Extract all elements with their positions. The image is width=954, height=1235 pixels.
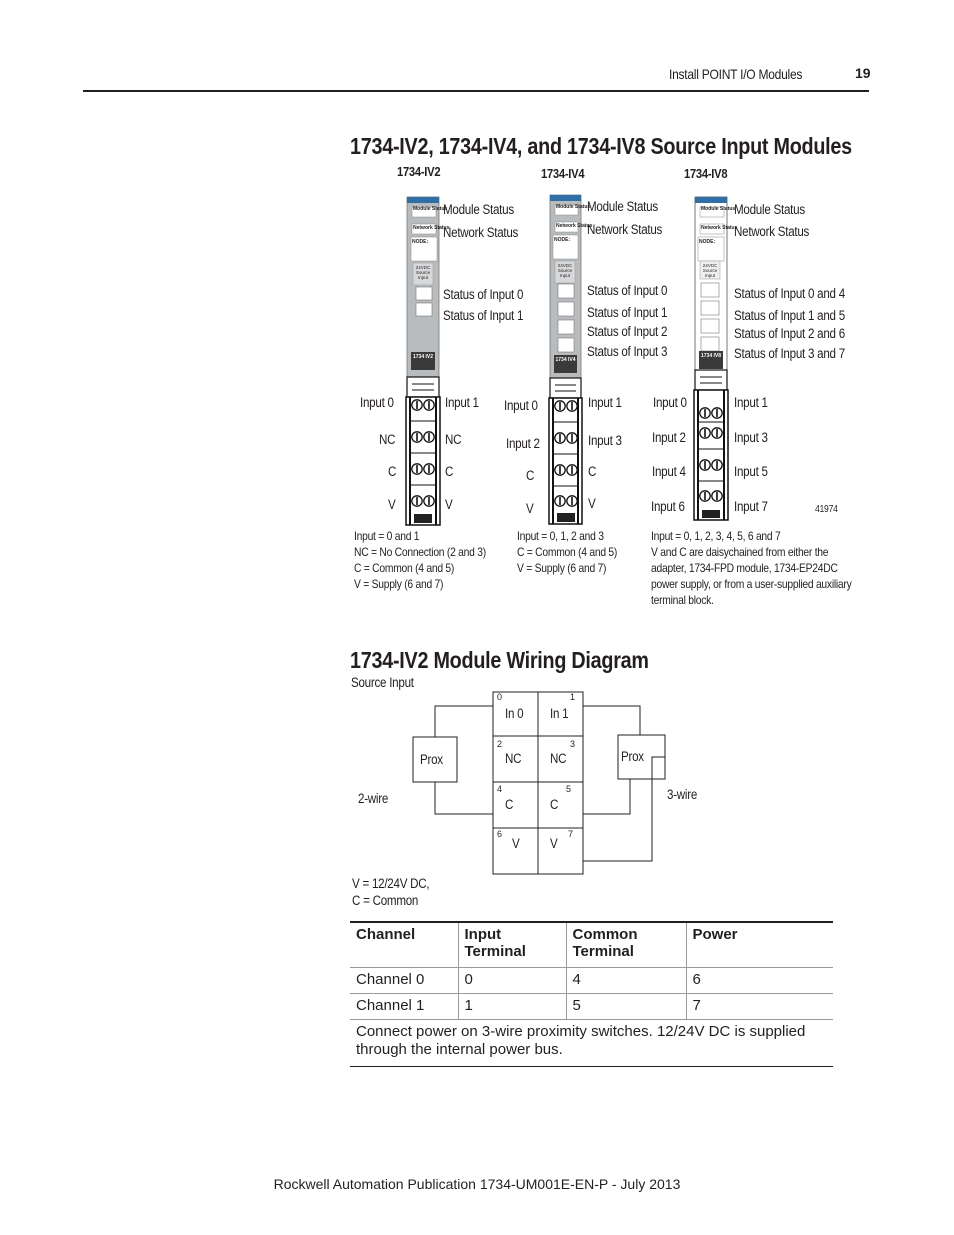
iv8-note: V and C are daisychained from either the [651,545,829,559]
iv2-right-label: V [445,497,453,512]
iv8-note: terminal block. [651,593,714,607]
figure-id: 41974 [815,504,838,515]
iv8-note: power supply, or from a user-supplied auxiliary [651,577,852,591]
iv2-right-label: Input 1 [445,395,479,410]
iv4-left-label: V [526,501,534,516]
iv8-face-tag: 1734 IV8 [700,353,722,359]
terminal-number: 7 [568,829,574,839]
iv8-callout-input-0-4: Status of Input 0 and 4 [734,286,845,301]
iv8-callout-input-1-5: Status of Input 1 and 5 [734,308,845,323]
table-cell: 4 [566,968,686,994]
module-name-iv8: 1734-IV8 [684,166,728,181]
iv2-face-tag: 1734 IV2 [412,354,434,360]
section-title-modules: 1734-IV2, 1734-IV4, and 1734-IV8 Source Input Modules [350,133,852,159]
iv8-face-network-status: Network Status [701,225,738,231]
iv2-note: NC = No Connection (2 and 3) [354,545,486,559]
iv8-right-label: Input 1 [734,395,768,410]
iv2-note: Input = 0 and 1 [354,529,420,543]
iv8-face-desc: 24VDC Source Input [702,263,718,278]
iv4-left-label: Input 0 [504,398,538,413]
table-cell: 6 [686,968,833,994]
module-name-iv4: 1734-IV4 [541,166,585,181]
iv4-callout-input-1: Status of Input 1 [587,305,668,320]
table-cell: Channel 1 [356,997,425,1014]
terminal-label: NC [505,751,522,766]
prox-right-label: Prox [621,749,644,764]
publication-footer: Rockwell Automation Publication 1734-UM001E-EN-P - July 2013 [273,1176,681,1192]
iv4-note: Input = 0, 1, 2 and 3 [517,529,604,543]
iv8-callout-input-3-7: Status of Input 3 and 7 [734,346,845,361]
iv2-left-label: C [388,464,397,479]
three-wire-label: 3-wire [667,787,698,802]
iv2-left-label: Input 0 [360,395,394,410]
table-row [350,968,833,994]
iv2-callout-input-0: Status of Input 0 [443,287,524,302]
terminal-label: C [505,797,514,812]
page-number: 19 [855,65,871,81]
iv4-right-label: C [588,464,597,479]
terminal-number: 5 [566,784,572,794]
wiring-legend-line1: V = 12/24V DC, [352,876,430,891]
iv4-note: C = Common (4 and 5) [517,545,618,559]
iv8-right-label: Input 3 [734,430,768,445]
table-note: Connect power on 3-wire proximity switches. 12/24V DC is supplied through the internal power bus. [356,1023,806,1058]
iv2-right-label: C [445,464,454,479]
iv2-note: C = Common (4 and 5) [354,561,455,575]
table-header: Power [686,922,833,968]
iv4-callout-network-status: Network Status [587,222,663,237]
iv8-right-label: Input 5 [734,464,768,479]
terminal-number: 1 [570,692,576,702]
iv4-face-module-status: Module Status [556,204,591,210]
table-row [350,994,833,1020]
iv2-face-desc: 24VDC Source Input [415,265,431,280]
iv8-right-label: Input 7 [734,499,768,514]
iv2-right-label: NC [445,432,462,447]
iv4-left-label: C [526,468,535,483]
table-header: Input Terminal [458,922,566,968]
iv4-callout-input-2: Status of Input 2 [587,324,668,339]
iv8-face-module-status: Module Status [701,206,736,212]
channel-table [350,921,833,1067]
iv4-right-label: Input 1 [588,395,622,410]
iv8-left-label: Input 4 [652,464,686,479]
table-cell: 7 [686,994,833,1020]
iv4-face-network-status: Network Status [556,223,593,229]
iv4-note: V = Supply (6 and 7) [517,561,607,575]
table-cell: 0 [458,968,566,994]
table-cell: 5 [566,994,686,1020]
wiring-legend-line2: C = Common [352,893,419,908]
two-wire-label: 2-wire [358,791,389,806]
iv2-left-label: V [388,497,396,512]
table-cell: Channel 0 [356,971,425,988]
iv8-left-label: Input 0 [653,395,687,410]
iv2-face-node: NODE: [412,239,429,245]
table-cell: 1 [458,994,566,1020]
iv8-callout-input-2-6: Status of Input 2 and 6 [734,326,845,341]
terminal-label: V [512,836,520,851]
iv2-callout-module-status: Module Status [443,202,514,217]
terminal-label: In 0 [505,706,524,721]
prox-left-label: Prox [420,752,443,767]
iv8-note: Input = 0, 1, 2, 3, 4, 5, 6 and 7 [651,529,781,543]
iv4-left-label: Input 2 [506,436,540,451]
iv2-callout-network-status: Network Status [443,225,519,240]
table-header-row [350,922,833,968]
iv8-callout-network-status: Network Status [734,224,810,239]
table-header: Channel [356,926,416,943]
iv2-face-network-status: Network Status [413,225,450,231]
source-input-label: Source Input [351,675,414,690]
iv2-face-module-status: Module Status [413,206,448,212]
iv4-callout-input-0: Status of Input 0 [587,283,668,298]
terminal-label: V [550,836,558,851]
iv8-left-label: Input 2 [652,430,686,445]
iv4-face-tag: 1734 IV4 [555,357,576,363]
iv8-left-label: Input 6 [651,499,685,514]
terminal-number: 6 [497,829,503,839]
terminal-label: C [550,797,559,812]
terminal-number: 3 [570,739,576,749]
iv4-callout-module-status: Module Status [587,199,658,214]
table-note-row [350,1020,833,1067]
iv4-right-label: Input 3 [588,433,622,448]
iv8-face-node: NODE: [699,239,716,245]
terminal-label: NC [550,751,567,766]
table-header: Common Terminal [566,922,686,968]
terminal-label: In 1 [550,706,569,721]
iv4-face-node: NODE: [554,237,571,243]
iv2-note: V = Supply (6 and 7) [354,577,444,591]
iv8-note: adapter, 1734-FPD module, 1734-EP24DC [651,561,838,575]
iv8-callout-module-status: Module Status [734,202,805,217]
iv4-right-label: V [588,496,596,511]
iv4-callout-input-3: Status of Input 3 [587,344,668,359]
iv2-callout-input-1: Status of Input 1 [443,308,524,323]
terminal-number: 4 [497,784,503,794]
terminal-number: 0 [497,692,503,702]
iv2-left-label: NC [379,432,396,447]
section-title-wiring: 1734-IV2 Module Wiring Diagram [350,647,649,673]
terminal-number: 2 [497,739,503,749]
running-header: Install POINT I/O Modules [669,66,803,82]
iv4-face-desc: 24VDC Source Input [557,263,573,278]
module-name-iv2: 1734-IV2 [397,164,441,179]
